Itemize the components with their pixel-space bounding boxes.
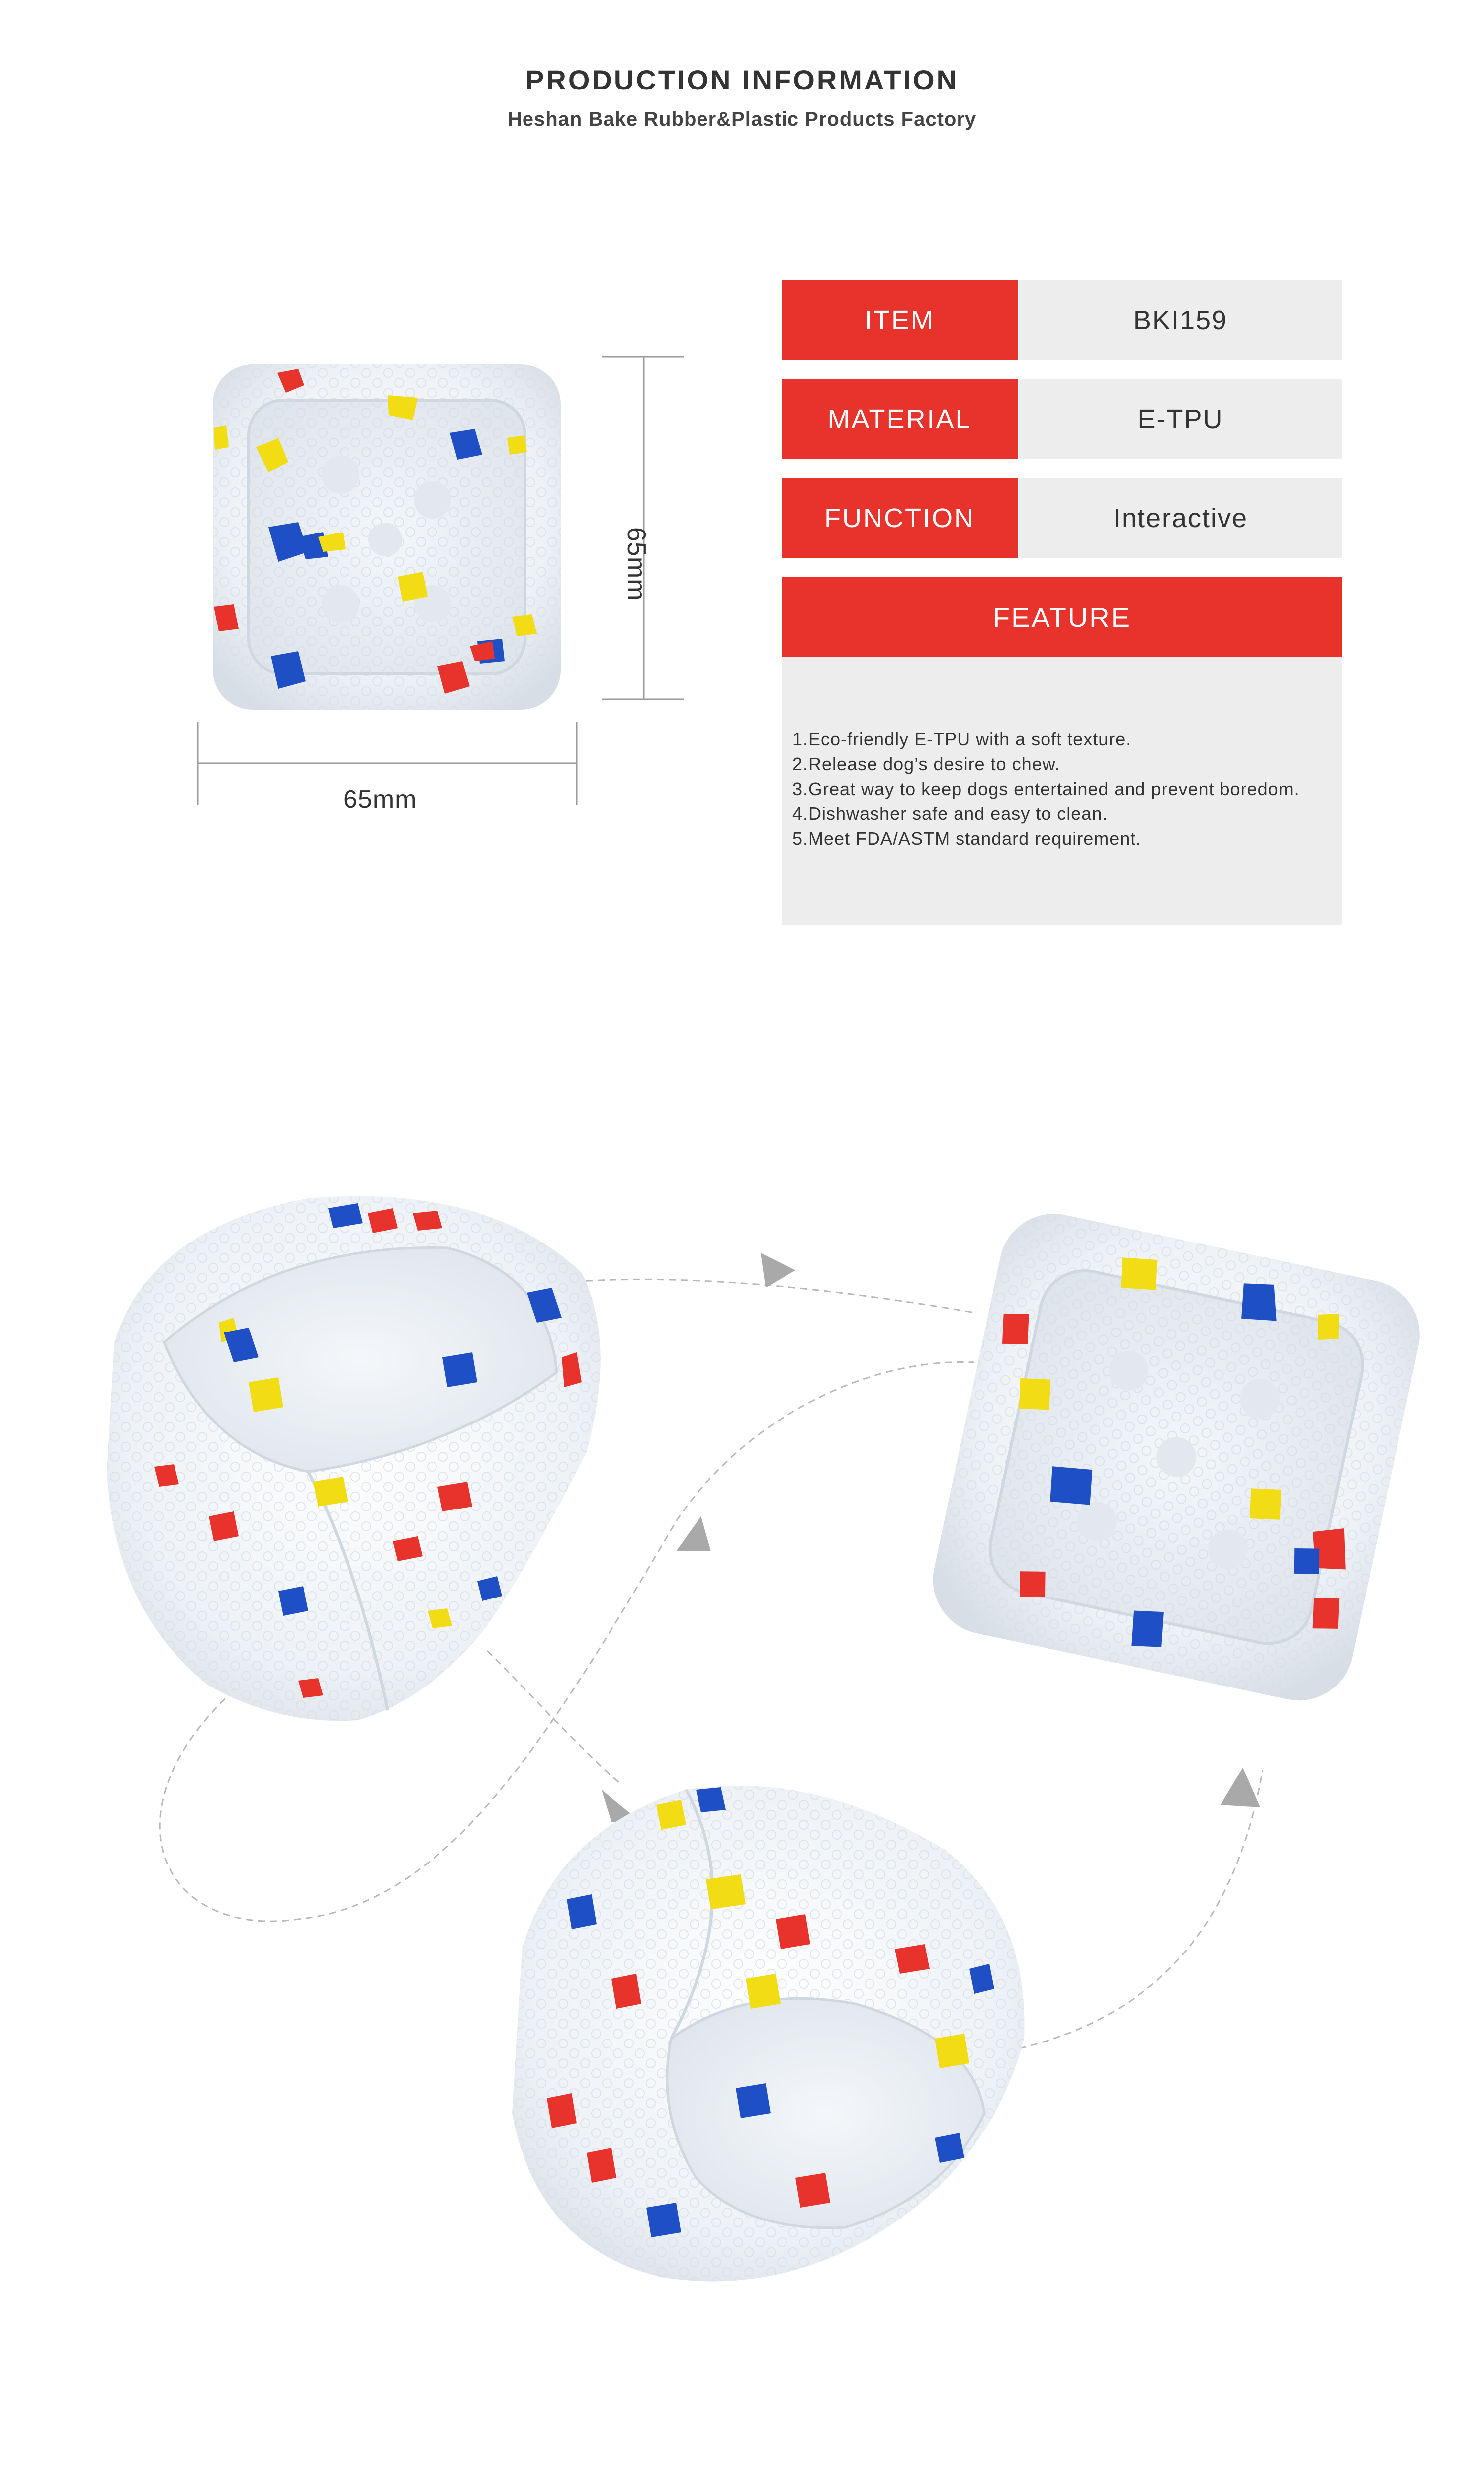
- spec-label-item: ITEM: [782, 280, 1018, 360]
- spec-label-material: MATERIAL: [782, 379, 1018, 459]
- spec-row-item: [782, 280, 1342, 360]
- feature-panel: [782, 657, 1342, 925]
- spec-row-function: [782, 478, 1342, 558]
- spec-value-function: Interactive: [1019, 478, 1342, 558]
- height-dimension-label: 65mm: [622, 527, 651, 601]
- spec-row-material: [782, 379, 1342, 459]
- width-dimension-label: 65mm: [343, 785, 417, 814]
- feature-item: 4.Dishwasher safe and easy to clean.: [792, 803, 1108, 824]
- feature-heading: FEATURE: [782, 577, 1342, 657]
- spec-label-function: FUNCTION: [782, 478, 1018, 558]
- product-photo-left: [107, 1196, 601, 1721]
- page-title: PRODUCTION INFORMATION: [525, 64, 959, 95]
- spec-value-material: E-TPU: [1019, 379, 1342, 459]
- spec-value-item: BKI159: [1019, 280, 1342, 360]
- feature-item: 5.Meet FDA/ASTM standard requirement.: [792, 828, 1141, 849]
- product-photo-bottom: [512, 1786, 1025, 2281]
- feature-item: 1.Eco-friendly E-TPU with a soft texture.: [792, 729, 1132, 749]
- feature-item: 3.Great way to keep dogs entertained and prevent boredom.: [792, 779, 1300, 799]
- feature-item: 2.Release dog’s desire to chew.: [792, 754, 1060, 774]
- product-photo-right: [923, 1204, 1430, 1711]
- page-subtitle: Heshan Bake Rubber&Plastic Products Factory: [507, 108, 977, 130]
- feature-list: [792, 727, 1300, 851]
- product-photo-top: [213, 364, 561, 710]
